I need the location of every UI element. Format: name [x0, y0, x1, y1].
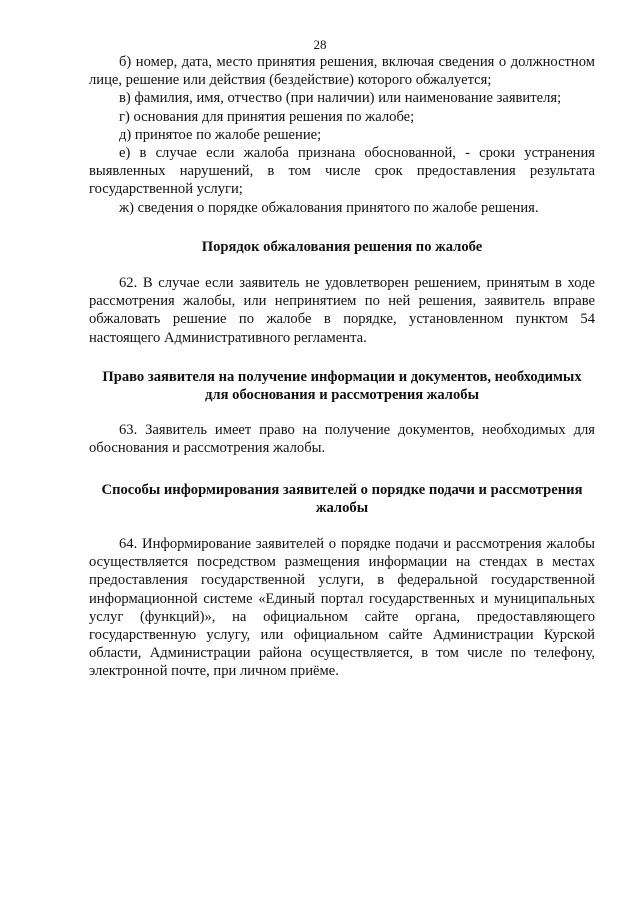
section-appeal-procedure — [89, 238, 595, 347]
list-item: в) фамилия, имя, отчество (при наличии) или наименование заявителя; — [119, 90, 562, 107]
list-item: е) в случае если жалоба признана обоснованной, - сроки устранения выявленных нарушений, в том числе срок предоставления результата государственной услуги; — [89, 145, 595, 198]
section-paragraph: 62. В случае если заявитель не удовлетворен решением, принятым в ходе рассмотрения жалобы, или непринятием по ней решения, заявитель вправе обжаловать решение по жалобе в порядке, установленном пунктом 54 настоящего Административного регламента. — [89, 275, 595, 346]
page-content — [89, 53, 595, 681]
section-heading: Право заявителя на получение информации и документов, необходимых для обоснования и рассмотрения жалобы — [102, 368, 582, 404]
section-informing-methods — [89, 481, 595, 681]
section-heading: Способы информирования заявителей о порядке подачи и рассмотрения жалобы — [101, 481, 583, 516]
list-item: ж) сведения о порядке обжалования принятого по жалобе решения. — [119, 199, 539, 216]
section-paragraph: 64. Информирование заявителей о порядке подачи и рассмотрения жалобы осуществляется посредством размещения информации на стендах в местах предоставления государственной услуги, в федеральной государственной информационной системе «Единый портал государственных и муниципальных услуг (функций)», на официальном сайте органа, предоставляющего государственную услугу, или официальном сайте Администрации Курской области, Администрации района осуществляется, в том числе по телефону, электронной почте, при личном приёме. — [89, 536, 595, 680]
section-right-to-information — [89, 368, 595, 458]
complaint-items-list — [89, 53, 595, 217]
section-heading: Порядок обжалования решения по жалобе — [201, 238, 483, 255]
list-item: г) основания для принятия решения по жалобе; — [119, 108, 415, 125]
page-number: 28 — [313, 37, 327, 52]
list-item: б) номер, дата, место принятия решения, включая сведения о должностном лице, решение или действия (бездействие) которого обжалуется; — [89, 54, 595, 89]
list-item: д) принятое по жалобе решение; — [119, 126, 322, 143]
section-paragraph: 63. Заявитель имеет право на получение документов, необходимых для обоснования и рассмотрения жалобы. — [89, 422, 595, 457]
